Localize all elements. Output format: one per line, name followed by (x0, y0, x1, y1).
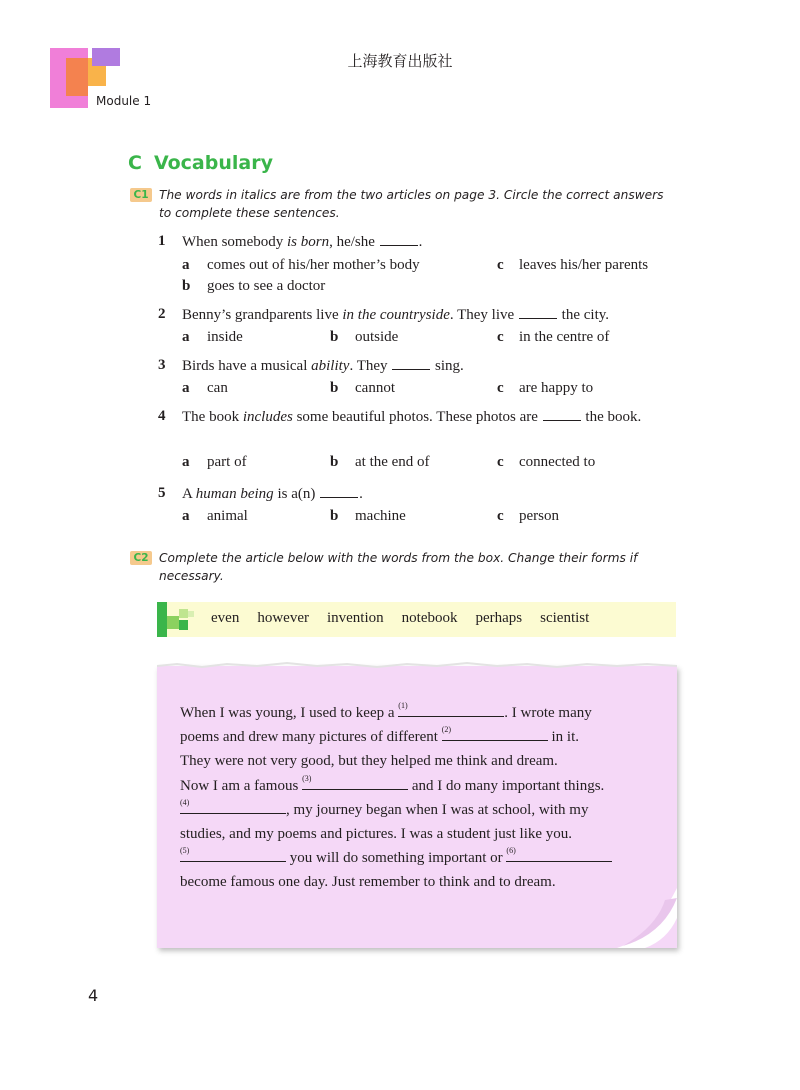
question-text (182, 483, 682, 506)
fill-in-gap[interactable] (442, 726, 548, 741)
answer-blank[interactable] (519, 306, 557, 319)
article-note (157, 666, 677, 948)
question-fragment: When somebody (182, 234, 287, 250)
instruction-line: necessary. (159, 569, 224, 583)
question-text (182, 406, 680, 429)
word-item: notebook (401, 610, 458, 626)
article-line (180, 774, 670, 798)
answer-option[interactable]: a comes out of his/her mother’s body (182, 257, 420, 273)
fill-in-gap[interactable] (180, 799, 286, 814)
question-fragment: the book. (581, 409, 642, 425)
article-fragment: When I was young, I used to keep a (180, 705, 399, 721)
answer-option[interactable]: b cannot (330, 380, 395, 396)
fill-in-gap[interactable] (302, 775, 408, 790)
question-fragment: . They live (449, 307, 518, 323)
c1-instruction (159, 186, 699, 222)
article-line (180, 870, 670, 894)
article-line (180, 822, 670, 846)
answer-option[interactable]: c connected to (497, 454, 596, 470)
gap-number: (3) (302, 773, 312, 783)
article-line (180, 798, 670, 822)
exercise-tag-c2: C2 (130, 551, 152, 565)
answer-option[interactable]: b machine (330, 508, 406, 524)
article-fragment: poems and drew many pictures of different (180, 729, 442, 746)
article-fragment: and I do many important things. (408, 777, 605, 794)
article-line (180, 846, 670, 870)
answer-option[interactable]: a animal (182, 508, 248, 524)
answer-blank[interactable] (320, 485, 358, 498)
fill-in-gap[interactable] (180, 847, 286, 862)
answer-option[interactable]: c are happy to (497, 380, 594, 396)
section-heading (128, 152, 273, 174)
question-fragment: , he/she (329, 234, 379, 250)
question-fragment: Benny’s grandparents live (182, 307, 343, 323)
answer-option[interactable]: a part of (182, 454, 247, 470)
exercise-tag-c1: C1 (130, 188, 152, 202)
question-fragment: the city. (557, 307, 610, 323)
question-fragment: . They (349, 358, 392, 374)
word-item: invention (326, 610, 384, 626)
answer-option[interactable]: b goes to see a doctor (182, 278, 326, 294)
question-fragment: is a(n) (273, 486, 320, 502)
answer-blank[interactable] (392, 357, 430, 370)
article-fragment: you will do something important or (286, 850, 507, 867)
question-text (182, 355, 682, 378)
section-letter: C (128, 152, 142, 174)
word-item: however (257, 610, 309, 626)
page-number: 4 (88, 986, 99, 1005)
answer-blank[interactable] (380, 233, 418, 246)
answer-option[interactable]: c leaves his/her parents (497, 257, 649, 273)
answer-option[interactable]: a inside (182, 329, 243, 345)
italic-keyword: includes (242, 409, 293, 425)
question-text (182, 231, 682, 254)
word-box-bar (157, 602, 167, 637)
question-number: 4 (158, 408, 166, 424)
c2-instruction (159, 549, 699, 585)
gap-number: (1) (398, 701, 408, 710)
answer-option[interactable]: b at the end of (330, 454, 430, 470)
article-line (180, 725, 670, 749)
gap-number: (5) (180, 846, 190, 856)
question-number: 5 (158, 485, 166, 501)
instruction-line: Complete the article below with the words from the box. Change their forms if (159, 551, 638, 565)
question-fragment: . (418, 234, 423, 250)
question-fragment: A (182, 486, 196, 502)
word-item: perhaps (475, 610, 523, 626)
article-fragment: become famous one day. Just remember to think and to dream. (180, 874, 556, 891)
gap-number: (6) (506, 846, 516, 856)
italic-keyword: is born (286, 234, 330, 250)
question-fragment: Birds have a musical (182, 358, 312, 374)
question-fragment: some beautiful photos. These photos are (292, 409, 542, 425)
answer-option[interactable]: c in the centre of (497, 329, 610, 345)
article-fragment: studies, and my poems and pictures. I was a student just like you. (180, 826, 573, 843)
article-fragment: . I wrote many (504, 705, 592, 721)
article-text (180, 701, 670, 895)
italic-keyword: ability (311, 358, 350, 374)
article-line (180, 701, 670, 725)
module-label: Module 1 (96, 94, 152, 108)
article-fragment: in it. (547, 729, 579, 746)
word-item: scientist (540, 610, 590, 626)
word-box (157, 602, 676, 637)
italic-keyword: human being (195, 486, 274, 502)
answer-blank[interactable] (543, 408, 581, 421)
question-number: 2 (158, 306, 166, 322)
publisher-name: 上海教育出版社 (347, 54, 453, 70)
word-item: even (211, 610, 240, 626)
torn-edge (157, 662, 677, 668)
answer-option[interactable]: a can (182, 380, 228, 396)
answer-option[interactable]: c person (497, 508, 559, 524)
article-fragment: They were not very good, but they helped me think and dream. (180, 753, 558, 770)
gap-number: (4) (180, 797, 190, 807)
fill-in-gap[interactable] (506, 847, 612, 862)
page-curl (617, 888, 677, 948)
italic-keyword: in the countryside (342, 307, 450, 323)
article-fragment: Now I am a famous (180, 777, 303, 794)
question-number: 3 (158, 357, 166, 373)
answer-option[interactable]: b outside (330, 329, 399, 345)
question-fragment: sing. (431, 358, 464, 374)
question-number: 1 (158, 233, 166, 249)
question-text (182, 304, 692, 327)
instruction-line: The words in italics are from the two articles on page 3. Circle the correct answers (159, 188, 664, 202)
fill-in-gap[interactable] (398, 702, 504, 717)
question-fragment: . (359, 486, 363, 502)
question-fragment: The book (182, 409, 243, 425)
article-fragment: , my journey began when I was at school, with my (286, 801, 589, 818)
article-line (180, 749, 670, 773)
section-title: Vocabulary (153, 152, 273, 174)
instruction-line: to complete these sentences. (159, 206, 340, 220)
word-list (211, 610, 589, 627)
gap-number: (2) (441, 725, 452, 735)
